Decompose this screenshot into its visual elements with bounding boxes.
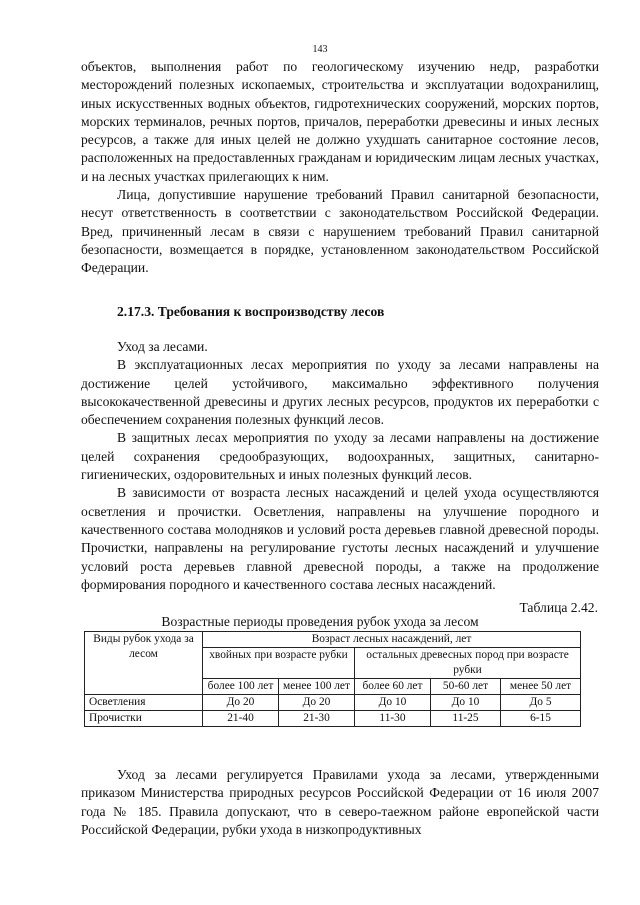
table-cell: 11-25 (431, 711, 501, 727)
column-header: менее 50 лет (501, 679, 581, 695)
column-header: 50-60 лет (431, 679, 501, 695)
header-cutting-type: Виды рубок ухода за лесом (85, 632, 203, 695)
row-name: Прочистки (85, 711, 203, 727)
header-age: Возраст лесных насаждений, лет (203, 632, 581, 648)
paragraph-liability: Лица, допустившие нарушение требований Правил санитарной безопасности, несут ответственность в соответствии с законодательством Российской Федерации. Вред, причиненный лесам в связи с нарушением требований Правил санитарной безопасности, возмещается в порядке, установленном законодательством Российской Федерации. (81, 187, 599, 276)
table-cell: До 10 (431, 695, 501, 711)
header-coniferous: хвойных при возрасте рубки (203, 648, 355, 679)
table-cell: До 20 (279, 695, 355, 711)
age-periods-table (84, 631, 581, 727)
paragraph-protective-forests: В защитных лесах мероприятия по уходу за лесами направлены на достижение целей сохранения средообразующих, водоохранных, защитных, санитарно-гигиенических, оздоровительных и иных полезных функций лесов. (81, 430, 599, 483)
header-other-species: остальных древесных пород при возрасте рубки (355, 648, 581, 679)
table-label: Таблица 2.42. (519, 600, 598, 615)
table-title: Возрастные периоды проведения рубок ухода за лесом (161, 614, 479, 629)
top-text (81, 58, 599, 278)
paragraph-forest-care: Уход за лесами. (117, 339, 208, 354)
table-cell: 21-30 (279, 711, 355, 727)
table-header-row (85, 632, 581, 648)
paragraph-exploitation-forests: В эксплуатационных лесах мероприятия по уходу за лесами направлены на достижение целей устойчивого, максимально эффективного получения высококачественной древесины и других лесных ресурсов, продуктов их переработки с обеспечением сохранения полезных функций лесов. (81, 357, 599, 428)
page-number: 143 (312, 44, 328, 55)
table-cell: До 20 (203, 695, 279, 711)
bottom-text (81, 766, 599, 839)
section-heading: 2.17.3. Требования к воспроизводству лесов (117, 304, 385, 319)
table-cell: До 5 (501, 695, 581, 711)
paragraph-thinning-types: В зависимости от возраста лесных насаждений и целей ухода осуществляются осветления и прочистки. Осветления, направлены на улучшение породного и качественного состава молодняков и условий роста деревьев главной древесной породы. Прочистки, направлены на регулирование густоты лесных насаждений и улучшение условий роста деревьев главной древесной породы, а также на продолжение формирования породного и качественного состава лесных насаждений. (81, 485, 599, 592)
table-cell: До 10 (355, 695, 431, 711)
table-row (85, 695, 581, 711)
table-cell: 21-40 (203, 711, 279, 727)
table-cell: 11-30 (355, 711, 431, 727)
column-header: менее 100 лет (279, 679, 355, 695)
middle-text (81, 338, 599, 594)
paragraph-regulation: Уход за лесами регулируется Правилами ухода за лесами, утвержденными приказом Министерства природных ресурсов Российской Федерации от 16 июля 2007 года № 185. Правила допускают, что в северо-таежном районе европейской части Российской Федерации, рубки ухода в низкопродуктивных (81, 767, 599, 837)
column-header: более 60 лет (355, 679, 431, 695)
column-header: более 100 лет (203, 679, 279, 695)
row-name: Осветления (85, 695, 203, 711)
table-row (85, 711, 581, 727)
table-cell: 6-15 (501, 711, 581, 727)
paragraph-continued: объектов, выполнения работ по геологическому изучению недр, разработки месторождений полезных ископаемых, строительства и эксплуатации водохранилищ, иных искусственных водных объектов, гидротехнических сооружений, морских портов, морских терминалов, речных портов, причалов, переработки древесины и иных лесных ресурсов, а также для иных целей не должно ухудшать санитарное состояние лесов, расположенных на предоставленных гражданам и юридическим лицам лесных участках, и на лесных участках прилегающих к ним. (81, 59, 599, 184)
